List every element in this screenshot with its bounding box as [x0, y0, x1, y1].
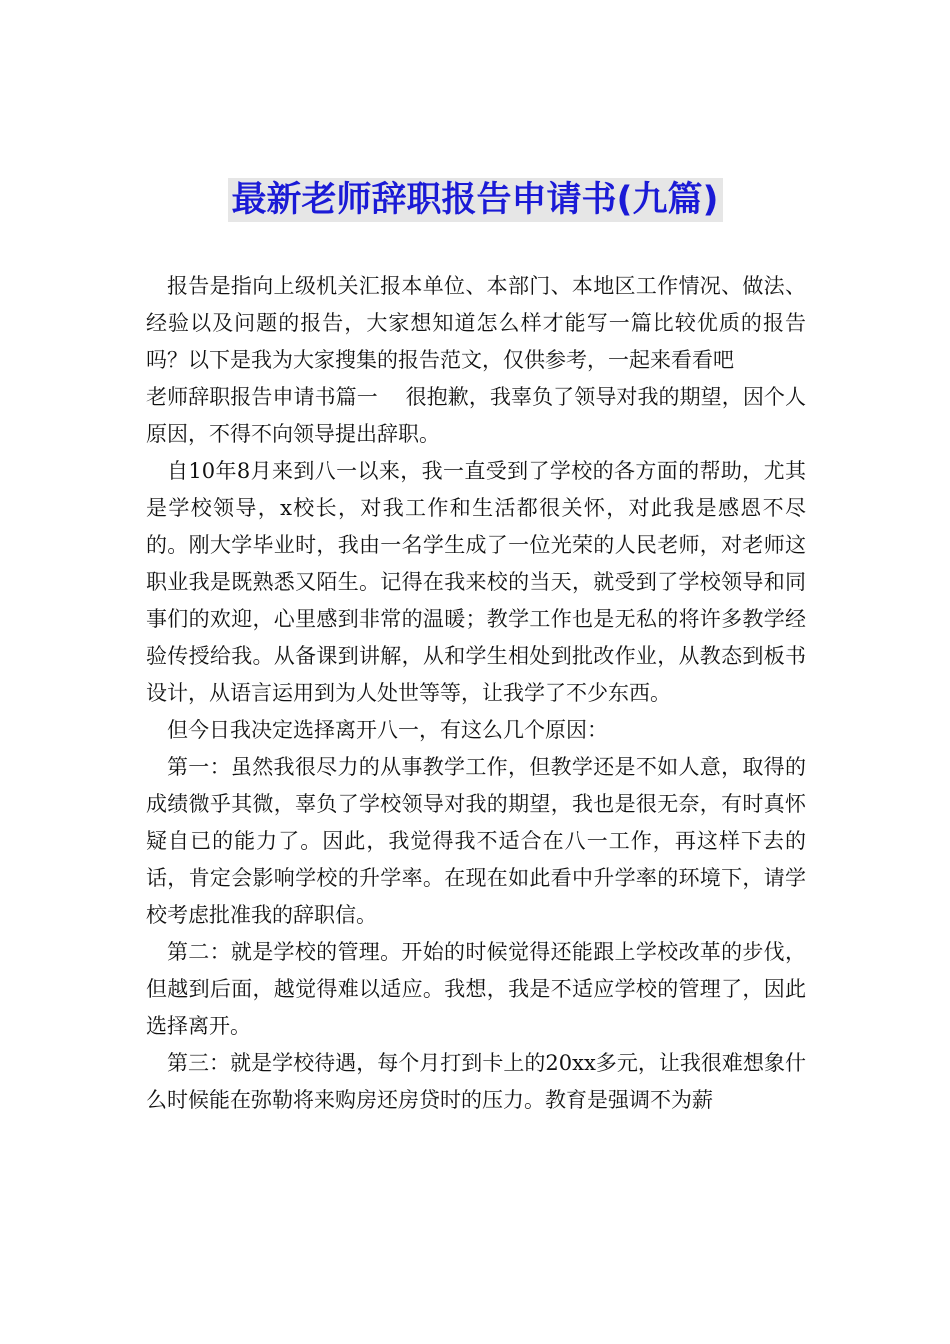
title-container: [0, 178, 950, 222]
body-paragraph: 但今日我决定选择离开八一，有这么几个原因：: [167, 718, 608, 742]
section-heading-paragraph: 老师辞职报告申请书篇一 很抱歉，我辜负了领导对我的期望，因个人原因，不得不向领导提出辞职。: [146, 385, 806, 446]
intro-paragraph: 报告是指向上级机关汇报本单位、本部门、本地区工作情况、做法、经验以及问题的报告，大家想知道怎么样才能写一篇比较优质的报告吗？以下是我为大家搜集的报告范文，仅供参考，一起来看看吧: [146, 274, 806, 372]
reason-paragraph-2: 第二：就是学校的管理。开始的时候觉得还能跟上学校改革的步伐，但越到后面，越觉得难以适应。我想，我是不适应学校的管理了，因此选择离开。: [146, 940, 806, 1038]
document-title: 最新老师辞职报告申请书(九篇): [228, 178, 723, 222]
body-paragraph: 自10年8月来到八一以来，我一直受到了学校的各方面的帮助，尤其是学校领导，x校长，对我工作和生活都很关怀，对此我是感恩不尽的。刚大学毕业时，我由一名学生成了一位光荣的人民老师，对老师这职业我是既熟悉又陌生。记得在我来校的当天，就受到了学校领导和同事们的欢迎，心里感到非常的温暖；教学工作也是无私的将许多教学经验传授给我。从备课到讲解，从和学生相处到批改作业，从教态到板书设计，从语言运用到为人处世等等，让我学了不少东西。: [146, 459, 806, 705]
reason-paragraph-3: 第三：就是学校待遇，每个月打到卡上的20xx多元，让我很难想象什么时候能在弥勒将来购房还房贷时的压力。教育是强调不为薪: [146, 1051, 806, 1112]
document-body: [146, 268, 806, 1119]
reason-paragraph-1: 第一：虽然我很尽力的从事教学工作，但教学还是不如人意，取得的成绩微乎其微，辜负了学校领导对我的期望，我也是很无奈，有时真怀疑自已的能力了。因此，我觉得我不适合在八一工作，再这样下去的话，肯定会影响学校的升学率。在现在如此看中升学率的环境下，请学校考虑批准我的辞职信。: [146, 755, 806, 927]
